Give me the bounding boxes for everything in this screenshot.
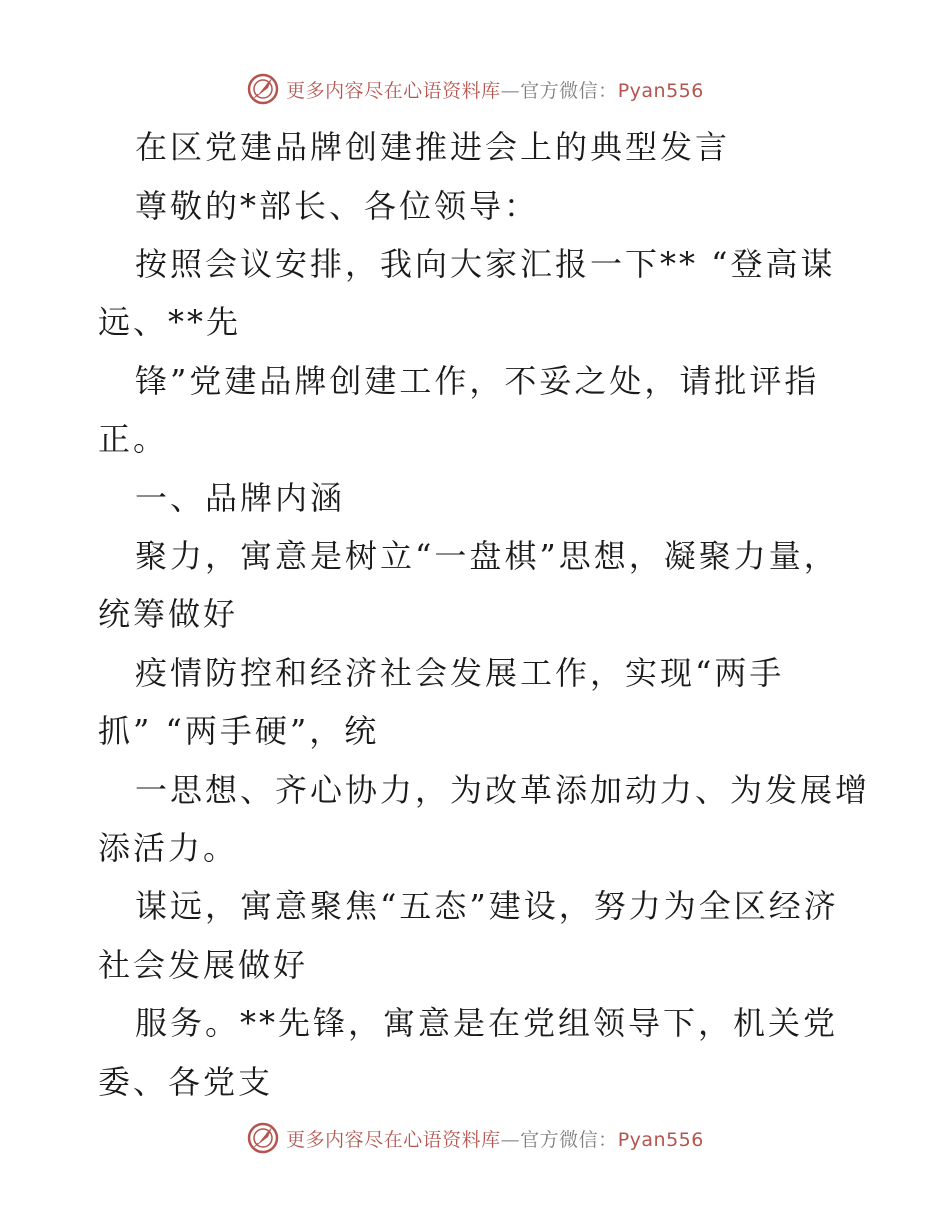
footer-watermark bbox=[0, 1121, 950, 1155]
section-heading: 一、品牌内涵 bbox=[135, 479, 346, 517]
paragraph-line: 按照会议安排，我向大家汇报一下** “登高谋 bbox=[135, 245, 836, 283]
header-watermark bbox=[0, 72, 950, 106]
paragraph-line: 一思想、齐心协力，为改革添加动力、为发展增 bbox=[135, 771, 871, 809]
paragraph-line: 统筹做好 bbox=[98, 595, 239, 633]
quill-logo-icon bbox=[246, 72, 280, 106]
paragraph-line: 正。 bbox=[98, 420, 169, 458]
watermark-dash: — bbox=[500, 79, 521, 102]
paragraph-line: 聚力，寓意是树立“一盘棋”思想，凝聚力量， bbox=[135, 537, 839, 575]
paragraph-line: 锋”党建品牌创建工作，不妥之处，请批评指 bbox=[135, 362, 820, 400]
paragraph-line: 社会发展做好 bbox=[98, 946, 309, 984]
watermark-main-text: 更多内容尽在心语资料库 bbox=[286, 79, 501, 102]
paragraph-line: 抓” “两手硬”，统 bbox=[98, 712, 380, 750]
paragraph-line: 谋远，寓意聚焦“五态”建设，努力为全区经济 bbox=[135, 887, 839, 925]
quill-logo-icon bbox=[246, 1121, 280, 1155]
document-title: 在区党建品牌创建推进会上的典型发言 bbox=[135, 128, 731, 166]
watermark-wechat-id: Pyan556 bbox=[617, 1128, 704, 1151]
paragraph-line: 委、各党支 bbox=[98, 1063, 274, 1101]
watermark-text bbox=[286, 76, 704, 103]
watermark-main-text: 更多内容尽在心语资料库 bbox=[286, 1128, 501, 1151]
salutation: 尊敬的*部长、各位领导： bbox=[135, 187, 540, 225]
paragraph-line: 服务。**先锋，寓意是在党组领导下，机关党 bbox=[135, 1004, 839, 1042]
paragraph-line: 添活力。 bbox=[98, 829, 239, 867]
watermark-wechat-id: Pyan556 bbox=[617, 79, 704, 102]
watermark-dash: — bbox=[500, 1128, 521, 1151]
watermark-wechat-label: 官方微信： bbox=[520, 79, 618, 102]
watermark-text bbox=[286, 1125, 704, 1152]
paragraph-line: 疫情防控和经济社会发展工作，实现“两手 bbox=[135, 654, 785, 692]
watermark-wechat-label: 官方微信： bbox=[520, 1128, 618, 1151]
paragraph-line: 远、**先 bbox=[98, 303, 242, 341]
